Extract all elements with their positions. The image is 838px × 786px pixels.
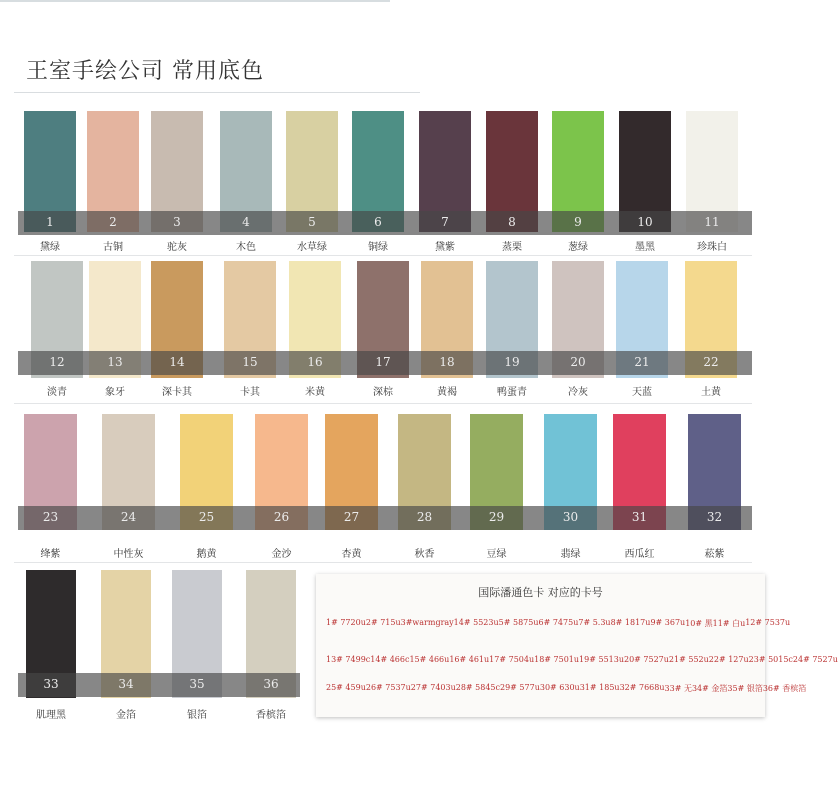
swatch-name: 墨黑 [635, 242, 655, 253]
swatch-number: 26 [273, 510, 290, 524]
swatch-number: 6 [374, 215, 382, 229]
pantone-code: 13# 7499c [326, 655, 371, 664]
pantone-code: 17# 7504u [489, 655, 535, 664]
swatch-name: 象牙 [105, 387, 125, 398]
pantone-code: 24# 7527u [792, 655, 838, 664]
pantone-code: 35# 银箔 [727, 684, 763, 693]
pantone-code-line [326, 655, 838, 664]
swatch-name: 鸭蛋青 [497, 387, 527, 398]
swatch-name: 菘紫 [704, 549, 725, 560]
swatch-number: 19 [504, 355, 520, 369]
swatch-number: 33 [43, 677, 59, 691]
swatch-name: 冷灰 [568, 387, 588, 398]
pantone-code: 26# 7537u [365, 683, 411, 692]
pantone-code: 12# 7537u [745, 618, 791, 627]
swatch-number: 29 [488, 510, 505, 524]
pantone-code: 34# 金箔 [691, 684, 728, 693]
swatch-name: 杏黄 [341, 549, 362, 560]
pantone-code: 27# 7403u [410, 683, 456, 692]
pantone-card-title: 国际潘通色卡 对应的卡号 [478, 586, 603, 599]
pantone-code: 15# 466u [409, 655, 450, 664]
swatch-name: 黄褐 [437, 387, 457, 398]
swatch-number: 14 [169, 355, 185, 369]
pantone-code: 20# 7527u [623, 655, 669, 664]
top-divider [0, 0, 390, 2]
swatch-name: 金箔 [116, 710, 136, 721]
swatch-number: 20 [570, 355, 586, 369]
pantone-code: 22# 127u [708, 655, 749, 664]
pantone-code: 30# 630u [539, 683, 580, 692]
swatch-name: 米黄 [305, 387, 325, 398]
pantone-code: 31# 185u [579, 683, 620, 692]
swatch-name: 秋香 [414, 549, 435, 560]
swatch-number: 12 [49, 355, 65, 369]
swatch-name: 深卡其 [162, 387, 192, 398]
swatch-name: 银箔 [187, 710, 207, 721]
swatch-number: 31 [631, 510, 648, 524]
swatch-number: 15 [242, 355, 258, 369]
swatch-name: 金沙 [271, 549, 292, 560]
swatch-name: 土黄 [701, 387, 721, 398]
swatch-name: 古铜 [103, 242, 123, 253]
swatch-number: 22 [703, 355, 719, 369]
swatch-name: 绛紫 [40, 549, 61, 560]
pantone-code: 33# 无 [664, 684, 692, 693]
swatch-name: 卡其 [240, 387, 260, 398]
pantone-code: 5# 5875u [498, 618, 539, 627]
swatch-number: 4 [242, 215, 250, 229]
pantone-code: 23# 5015c [748, 655, 793, 664]
swatch-name: 葱绿 [568, 242, 588, 253]
pantone-code: 10# 黑 [685, 619, 713, 628]
swatch-number: 34 [118, 677, 134, 691]
pantone-code: 7# 5.3u [578, 618, 611, 627]
swatch-number: 1 [46, 215, 54, 229]
swatch-number: 13 [107, 355, 123, 369]
swatch-number: 9 [574, 215, 582, 229]
pantone-code: 28# 5845c [455, 683, 500, 692]
swatch-number: 35 [189, 677, 205, 691]
swatch-number: 5 [308, 215, 316, 229]
swatch-number: 27 [343, 510, 360, 524]
swatch-name: 深棕 [373, 387, 393, 398]
pantone-code: 9# 367u [650, 618, 686, 627]
swatch-name: 蒸栗 [502, 242, 522, 253]
swatch-number: 24 [120, 510, 137, 524]
page-title: 王室手绘公司 常用底色 [26, 59, 264, 84]
pantone-code: 4# 5523u [458, 618, 499, 627]
pantone-code: 19# 5513u [579, 655, 624, 664]
swatch-number: 16 [307, 355, 323, 369]
swatch-number: 17 [375, 355, 391, 369]
swatch-name: 中性灰 [113, 549, 144, 560]
swatch-number: 30 [562, 510, 579, 524]
swatch-name: 香槟箔 [256, 710, 286, 721]
pantone-code: 32# 7668u [619, 683, 665, 692]
swatch-name: 淡青 [47, 387, 67, 398]
pantone-code: 11# 白u [712, 619, 746, 628]
swatch-name: 肌理黑 [36, 710, 66, 721]
pantone-code: 3#warmgray1 [400, 618, 459, 627]
swatch-number: 11 [704, 215, 720, 229]
swatch-number: 25 [198, 510, 215, 524]
pantone-code: 21# 552u [668, 655, 709, 664]
swatch-number: 23 [42, 510, 59, 524]
swatch-number: 2 [109, 215, 117, 229]
swatch-name: 豆绿 [486, 549, 507, 560]
swatch-number: 8 [508, 215, 516, 229]
pantone-code: 16# 461u [449, 655, 490, 664]
pantone-code-line [326, 618, 791, 629]
swatch-name: 木色 [236, 242, 256, 253]
swatch-name: 鹅黄 [196, 549, 217, 560]
pantone-code: 6# 7475u [538, 618, 579, 627]
pantone-code: 8# 1817u [610, 618, 651, 627]
swatch-name: 黛绿 [40, 242, 60, 253]
pantone-code: 29# 577u [500, 683, 540, 692]
swatch-number: 36 [263, 677, 279, 691]
swatch-number: 3 [173, 215, 181, 229]
swatch-name: 西瓜红 [624, 549, 655, 560]
pantone-code-line [326, 683, 807, 694]
swatch-name: 黛紫 [435, 242, 455, 253]
swatch-name: 铜绿 [368, 242, 388, 253]
row-divider [14, 562, 752, 563]
swatch-number: 10 [637, 215, 653, 229]
swatch-name: 翡绿 [560, 549, 581, 560]
swatch-number: 21 [634, 355, 650, 369]
pantone-code: 2# 715u [365, 618, 401, 627]
swatch-name: 珍珠白 [697, 242, 727, 253]
pantone-code: 25# 459u [326, 683, 366, 692]
pantone-card [316, 574, 838, 717]
swatch-number: 7 [441, 215, 449, 229]
swatch-number: 18 [439, 355, 455, 369]
pantone-code: 36# 香槟箔 [762, 684, 807, 693]
pantone-code: 1# 7720u [326, 618, 366, 627]
title-divider [14, 92, 420, 93]
swatch-number: 32 [706, 510, 723, 524]
pantone-code: 18# 7501u [534, 655, 580, 664]
swatch-number: 28 [416, 510, 433, 524]
swatch-name: 水草绿 [297, 242, 327, 253]
swatch-name: 驼灰 [167, 242, 187, 253]
row-divider [14, 255, 752, 256]
swatch-name: 天蓝 [632, 387, 652, 398]
row-divider [14, 403, 752, 404]
pantone-code: 14# 466c [370, 655, 410, 664]
